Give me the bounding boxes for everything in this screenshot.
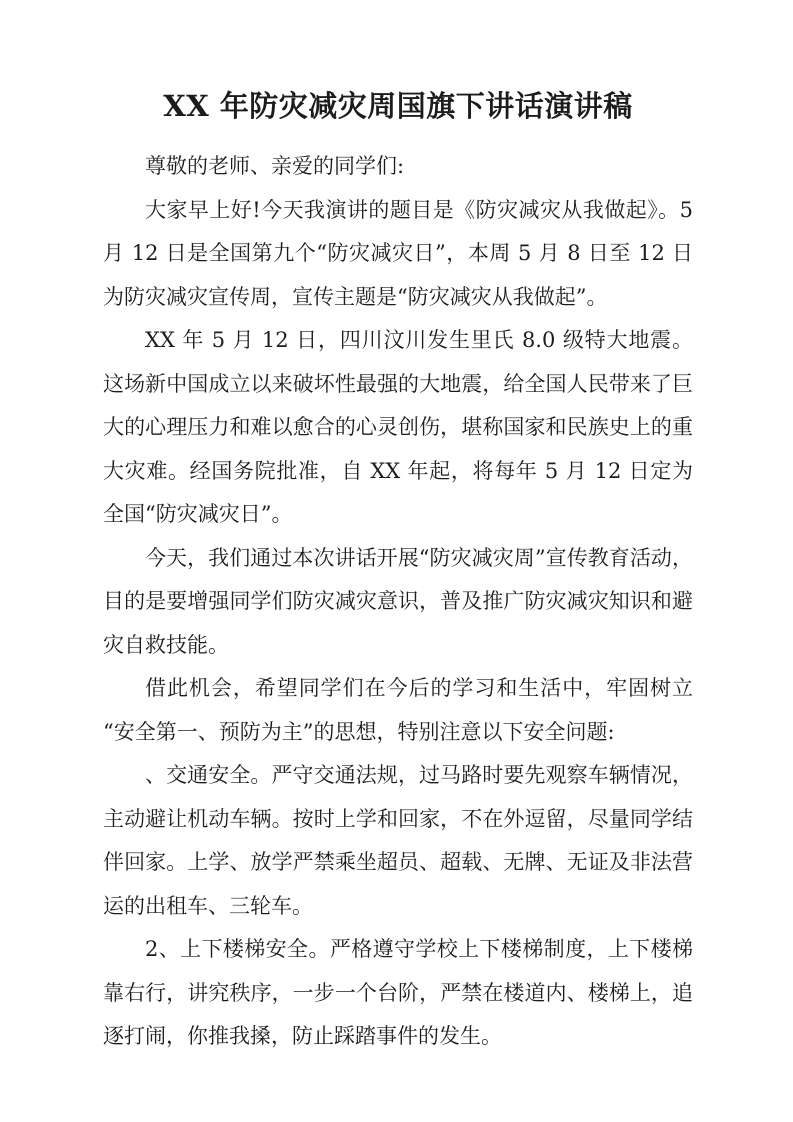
document-title: XX 年防灾减灾周国旗下讲话演讲稿	[163, 89, 633, 123]
paragraph: 2、上下楼梯安全。严格遵守学校上下楼梯制度，上下楼梯靠右行，讲究秩序，一步一个台阶，严禁在楼道内、楼梯上，追逐打闹，你推我搡，防止踩踏事件的发生。	[103, 937, 693, 1048]
paragraph: 今天，我们通过本次讲话开展“防灾减灾周”宣传教育活动，目的是要增强同学们防灾减灾意识，普及推广防灾减灾知识和避灾自救技能。	[103, 545, 693, 657]
paragraph: 尊敬的老师、亲爱的同学们:	[145, 154, 405, 178]
paragraph: 、交通安全。严守交通法规，过马路时要先观察车辆情况，主动避让机动车辆。按时上学和回家，不在外逗留，尽量同学结伴回家。上学、放学严禁乘坐超员、超载、无牌、无证及非法营运的出租车、三轮车。	[103, 763, 693, 918]
paragraph: XX 年 5 月 12 日，四川汶川发生里氏 8.0 级特大地震。这场新中国成立以来破坏性最强的大地震，给全国人民带来了巨大的心理压力和难以愈合的心灵创伤，堪称国家和民族史上的重大灾难。经国务院批准，自 XX 年起，将每年 5 月 12 日定为全国“防灾减灾日”。	[103, 328, 693, 526]
paragraph: 借此机会，希望同学们在今后的学习和生活中，牢固树立“安全第一、预防为主”的思想，特别注意以下安全问题:	[103, 676, 693, 744]
paragraph: 大家早上好!今天我演讲的题目是《防灾减灾从我做起》。5 月 12 日是全国第九个“防灾减灾日”，本周 5 月 8 日至 12 日为防灾减灾宣传周，宣传主题是“防灾减灾从我做起”。	[103, 197, 693, 309]
document-body	[103, 145, 693, 1059]
